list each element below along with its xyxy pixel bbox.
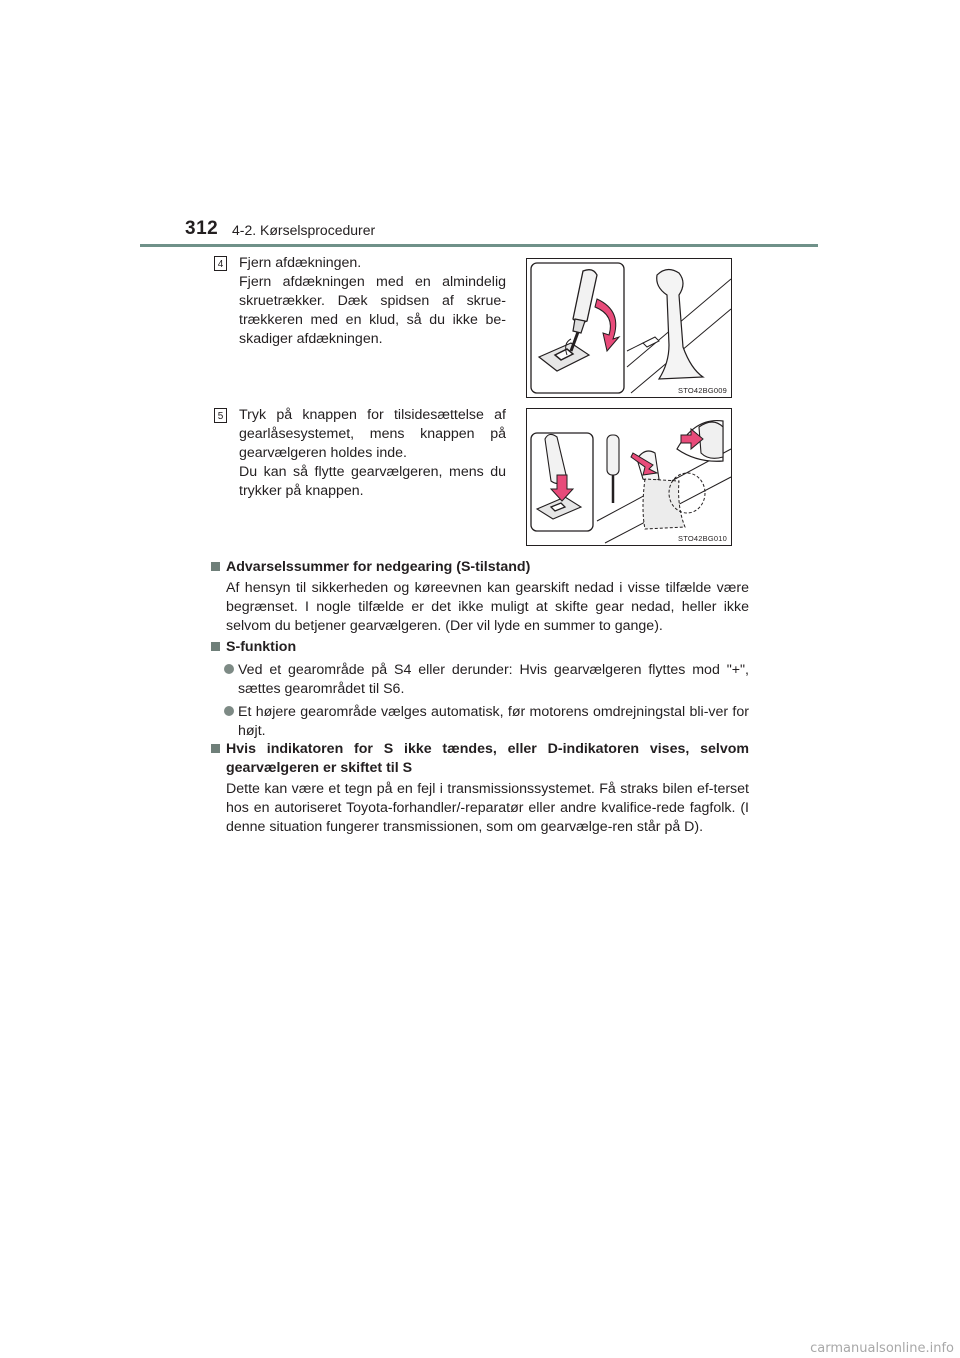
section-heading [211, 558, 749, 577]
step-5 [214, 406, 506, 501]
watermark: carmanualsonline.info [810, 1341, 954, 1356]
illustration-shift-lock-release [526, 408, 732, 546]
step-text [239, 406, 506, 501]
screwdriver-cover-illustration [527, 259, 731, 397]
step-line: Du kan så flytte gearvælgeren, mens du trykker på knappen. [239, 464, 506, 499]
shift-lock-illustration [527, 409, 731, 545]
square-bullet-icon [211, 744, 220, 753]
step-line: Tryk på knappen for tilsidesættelse af gearlåsesystemet, mens knappen på gearvælgeren holdes inde. [239, 407, 506, 461]
section-body: Af hensyn til sikkerheden og køreevnen kan gearskift nedad i visse tilfælde være begrænset. I nogle tilfælde er det ikke muligt at skifte gear nedad, heller ikke selvom du betjener gearvælgeren. (Der vil lyde en summer to gange). [226, 580, 749, 634]
list-item [211, 703, 749, 741]
bullet-text: Et højere gearområde vælges automatisk, før motorens omdrejningstal bli-ver for højt. [238, 704, 749, 739]
section-body: Dette kan være et tegn på en fejl i transmissionssystemet. Få straks bilen ef-terset hos en autoriseret Toyota-forhandler/-reparatør eller andre kvalifice-rede fagfolk. (I denne situation fungerer transmissionen, som om gearvælge-ren står på D). [226, 781, 749, 835]
heading-text: Advarselssummer for nedgearing (S-tilstand) [226, 559, 531, 575]
square-bullet-icon [211, 562, 220, 571]
illustration-remove-cover [526, 258, 732, 398]
square-bullet-icon [211, 642, 220, 651]
step-number-badge: 4 [214, 256, 227, 271]
section-downshift-warning [211, 558, 749, 636]
section-s-indicator-fault [211, 740, 749, 837]
header-rule [140, 244, 818, 247]
step-line: Fjern afdækningen. [239, 255, 362, 271]
step-4 [214, 254, 506, 349]
heading-text: Hvis indikatoren for S ikke tændes, eller D-indikatoren vises, selvom gearvælgeren er skiftet til S [226, 741, 749, 776]
step-text [239, 254, 506, 349]
section-heading [211, 638, 749, 657]
step-number-badge: 5 [214, 408, 227, 423]
step-line: Fjern afdækningen med en almindelig skruetrækker. Dæk spidsen af skrue-trækkeren med en klud, så du ikke be-skadiger afdækningen. [239, 274, 506, 347]
section-s-function [211, 638, 749, 741]
list-item [211, 661, 749, 699]
page-number: 312 [185, 218, 219, 239]
section-title: 4-2. Kørselsprocedurer [232, 222, 376, 238]
bullet-text: Ved et gearområde på S4 eller derunder: Hvis gearvælgeren flyttes mod "+", sættes gearområdet til S6. [238, 662, 749, 697]
figure-code: STO42BG009 [678, 386, 727, 395]
heading-text: S-funktion [226, 639, 297, 655]
figure-code: STO42BG010 [678, 534, 727, 543]
section-heading [211, 740, 749, 778]
circle-bullet-icon [224, 664, 234, 674]
circle-bullet-icon [224, 706, 234, 716]
